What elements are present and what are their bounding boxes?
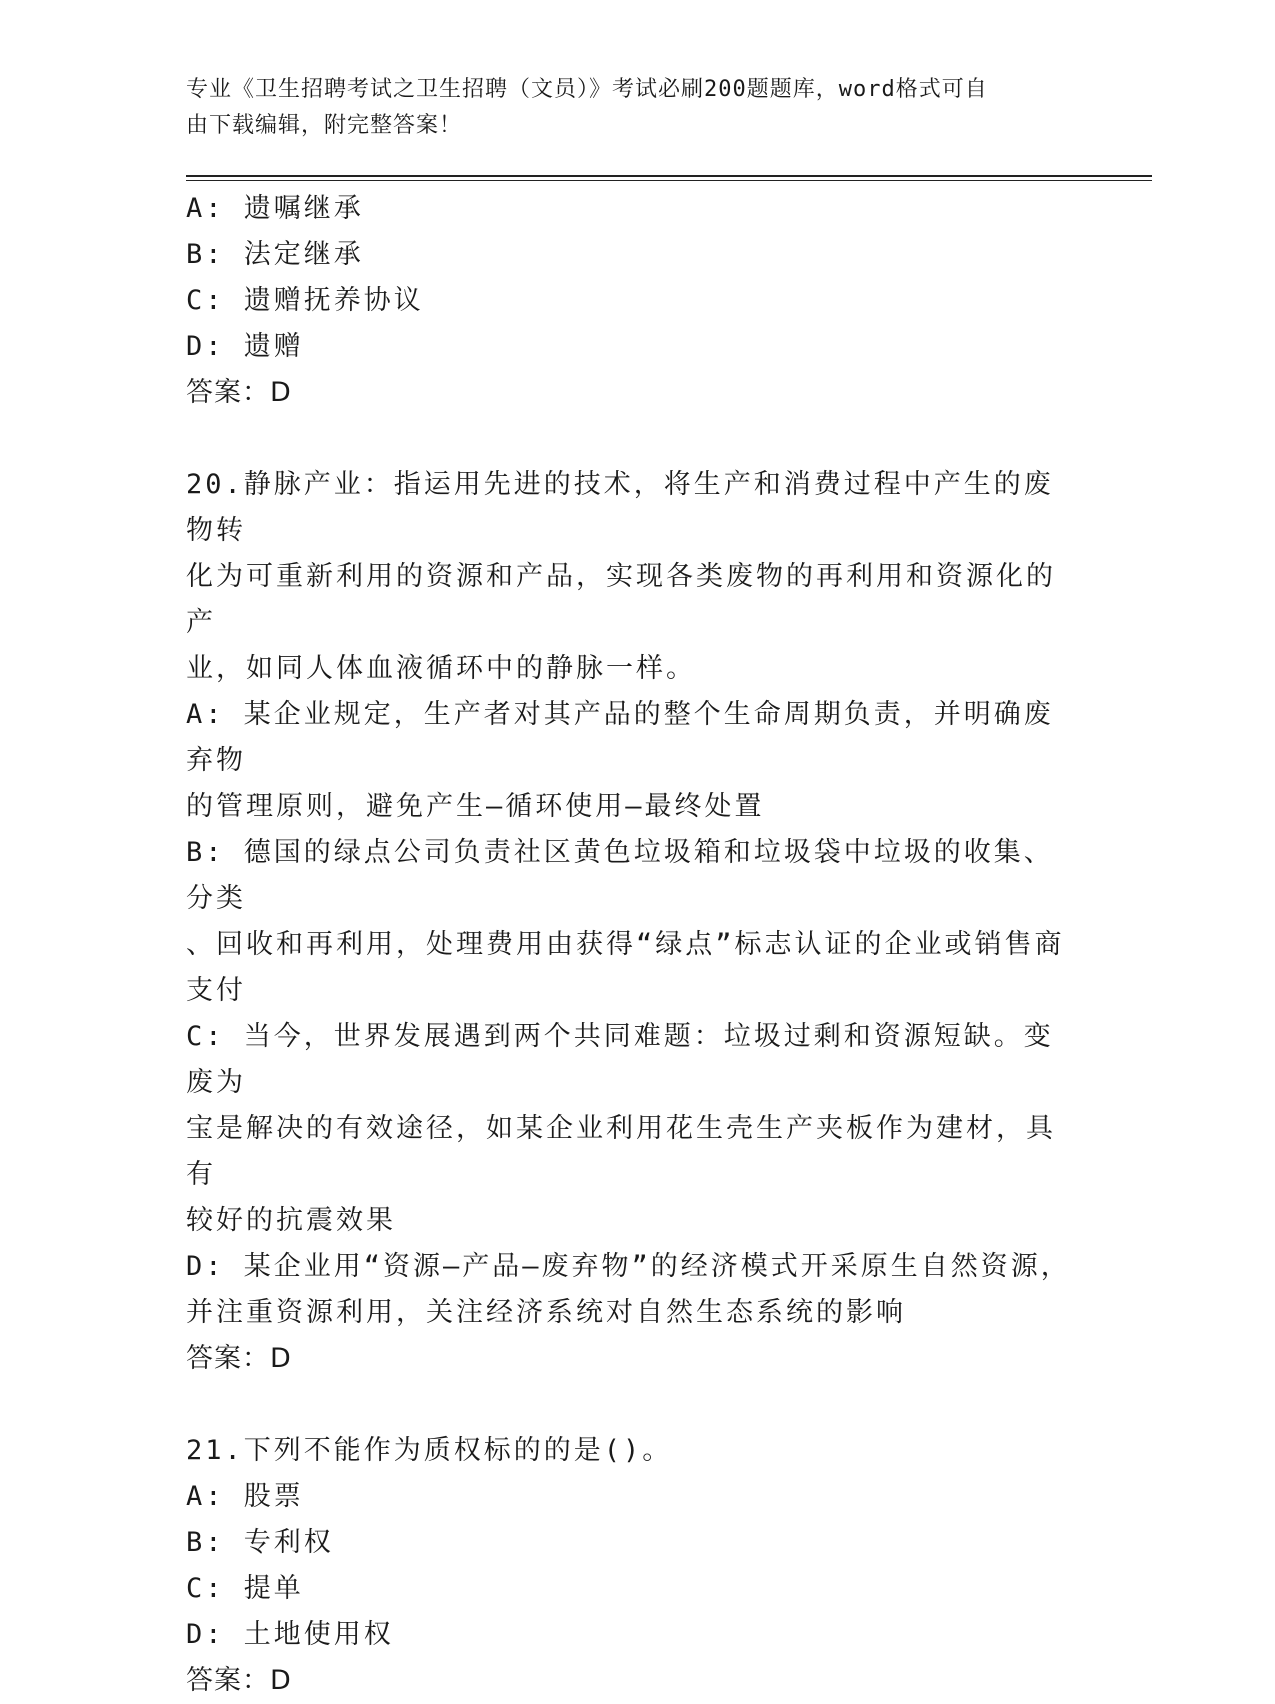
q19-option-c: C: 遗赠抚养协议 [186,285,424,316]
q20-option-b-line: 支付 [186,975,246,1006]
spacer [186,416,1076,462]
document-body [186,186,1076,1704]
q20-option-b-line: B: 德国的绿点公司负责社区黄色垃圾箱和垃圾袋中垃圾的收集、分类 [186,837,1054,914]
q20-option-a-line: A: 某企业规定，生产者对其产品的整个生命周期负责，并明确废弃物 [186,699,1054,776]
q20-option-b-line: 、回收和再利用，处理费用由获得“绿点”标志认证的企业或销售商 [186,929,1065,960]
q19-option-a: A: 遗嘱继承 [186,193,364,224]
q20-stem-line: 20.静脉产业：指运用先进的技术，将生产和消费过程中产生的废物转 [186,469,1054,546]
header-divider-thick [186,175,1152,177]
question-21 [186,1428,1076,1704]
q20-option-d-line: D: 某企业用“资源—产品—废弃物”的经济模式开采原生自然资源， [186,1251,1071,1282]
document-header [186,72,1066,144]
header-line-2: 由下载编辑，附完整答案！ [186,113,463,138]
header-line-1: 专业《卫生招聘考试之卫生招聘（文员）》考试必刷200题题库，word格式可自 [186,77,988,102]
q20-option-d-line: 并注重资源利用，关注经济系统对自然生态系统的影响 [186,1297,906,1328]
q21-stem: 21.下列不能作为质权标的的是()。 [186,1435,673,1466]
q21-option-d: D: 土地使用权 [186,1619,394,1650]
question-19 [186,186,1076,416]
q20-option-c-line: 较好的抗震效果 [186,1205,396,1236]
question-20 [186,462,1076,1382]
q19-answer: 答案：D [186,377,292,408]
q20-stem-line: 化为可重新利用的资源和产品，实现各类废物的再利用和资源化的产 [186,561,1056,638]
q20-option-a-line: 的管理原则，避免产生—循环使用—最终处置 [186,791,765,822]
spacer [186,1382,1076,1428]
header-divider-thin [186,180,1152,181]
q19-option-d: D: 遗赠 [186,331,304,362]
q21-answer: 答案：D [186,1665,292,1696]
q20-stem-line: 业，如同人体血液循环中的静脉一样。 [186,653,696,684]
q20-option-c-line: C: 当今，世界发展遇到两个共同难题：垃圾过剩和资源短缺。变废为 [186,1021,1054,1098]
q20-answer: 答案：D [186,1343,292,1374]
q19-option-b: B: 法定继承 [186,239,364,270]
q21-option-a: A: 股票 [186,1481,304,1512]
q21-option-c: C: 提单 [186,1573,304,1604]
q21-option-b: B: 专利权 [186,1527,334,1558]
q20-option-c-line: 宝是解决的有效途径，如某企业利用花生壳生产夹板作为建材，具有 [186,1113,1056,1190]
